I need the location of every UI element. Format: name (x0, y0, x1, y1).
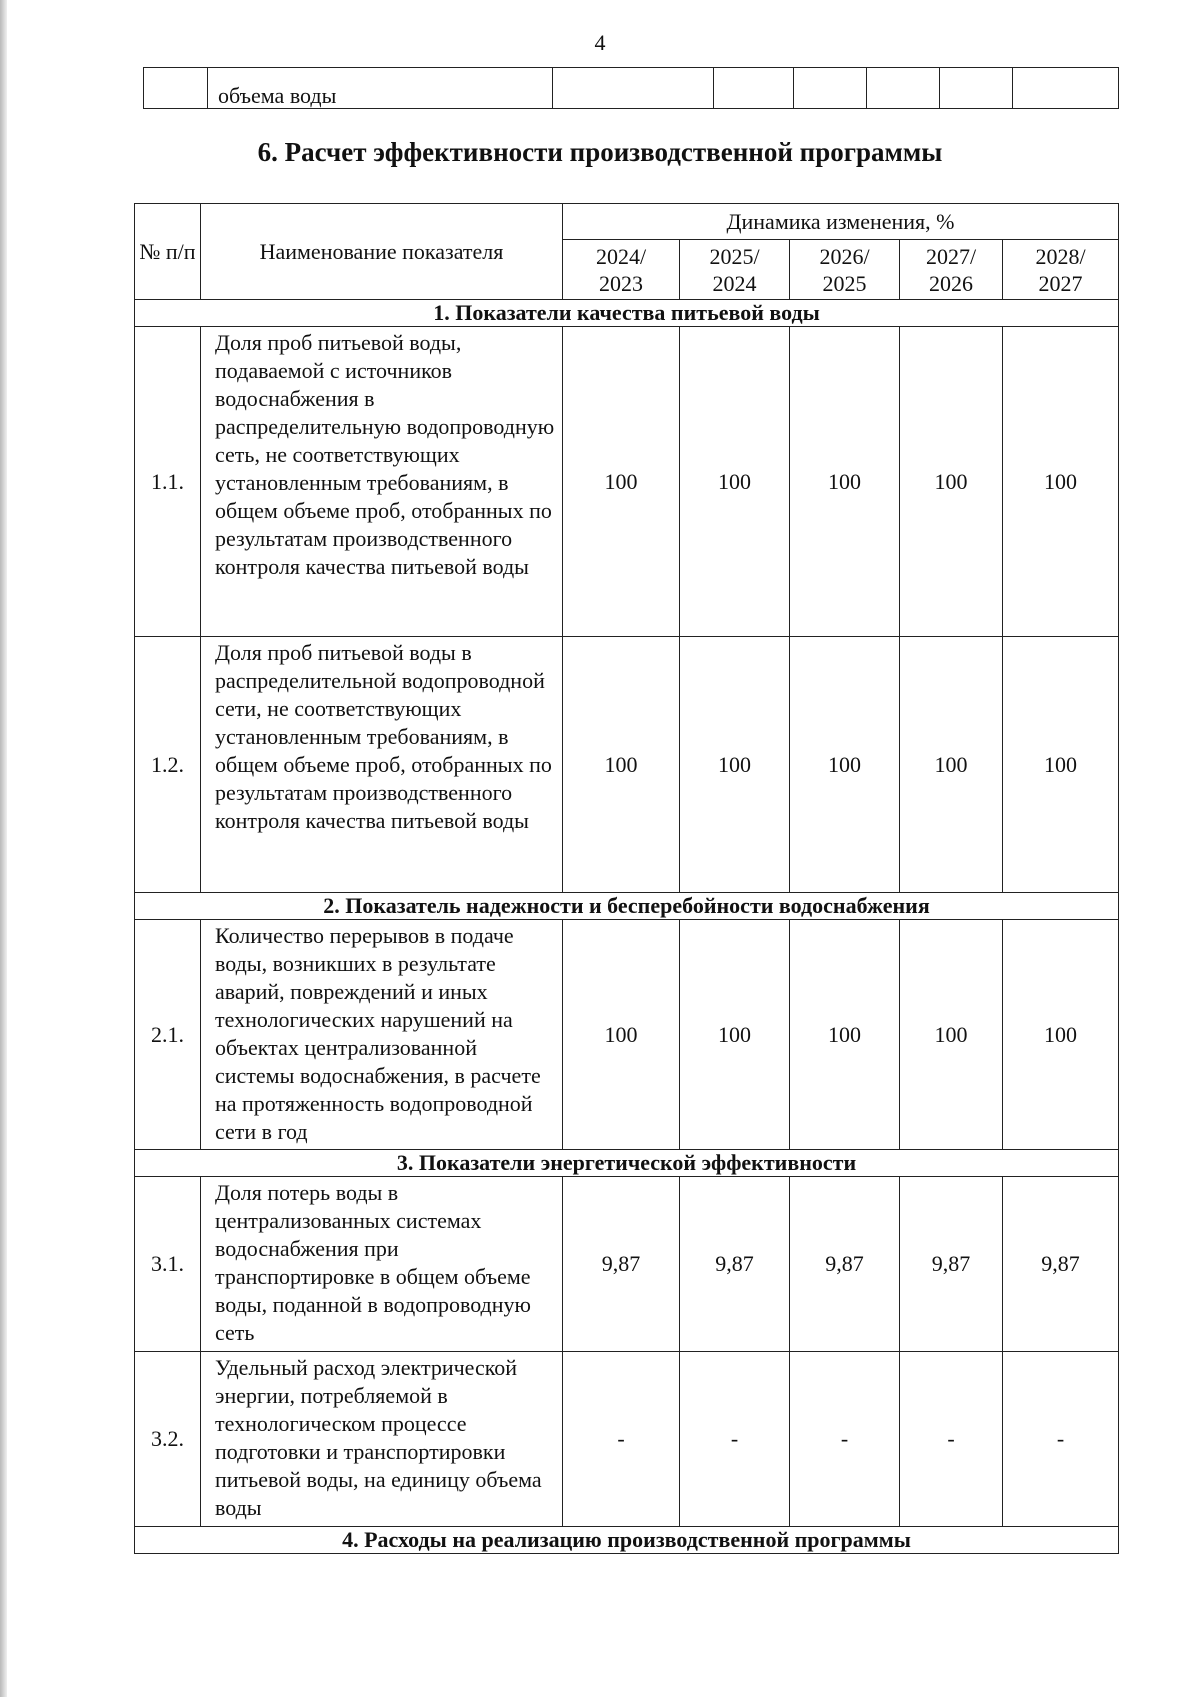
year-top: 2027/ (925, 243, 977, 269)
header-name: Наименование показателя (201, 204, 563, 300)
year-top: 2028/ (1035, 243, 1086, 269)
value-cell: 100 (900, 920, 1003, 1150)
value-cell: 100 (680, 637, 790, 893)
indicator-name: Доля проб питьевой воды, подаваемой с источников водоснабжения в распределительную водопроводную сеть, не соответствующих установленным требованиям, в общем объеме проб, отобранных по результатам производственного контроля качества питьевой воды (201, 327, 563, 637)
value-cell: 100 (790, 637, 900, 893)
value-cell: 100 (1003, 327, 1119, 637)
value-cell: 100 (680, 920, 790, 1150)
row-number: 1.1. (135, 327, 201, 637)
value-cell: 100 (680, 327, 790, 637)
table-row (135, 327, 1119, 637)
header-year (680, 240, 790, 300)
value-cell: 9,87 (1003, 1177, 1119, 1352)
value-cell: 100 (790, 920, 900, 1150)
value-cell: - (563, 1352, 680, 1527)
section-heading: 1. Показатели качества питьевой воды (135, 300, 1119, 327)
row-number: 1.2. (135, 637, 201, 893)
section-row (135, 300, 1119, 327)
indicator-name: Удельный расход электрической энергии, потребляемой в технологическом процессе подготовки и транспортировки питьевой воды, на единицу объема воды (201, 1352, 563, 1527)
value-cell: 9,87 (900, 1177, 1003, 1352)
header-year (1003, 240, 1119, 300)
table-row (135, 1352, 1119, 1527)
year-top: 2025/ (709, 243, 760, 269)
year-bottom: 2025 (822, 270, 867, 296)
value-cell: 100 (790, 327, 900, 637)
empty-cell (940, 68, 1013, 109)
table-row (135, 637, 1119, 893)
section-row (135, 1150, 1119, 1177)
value-cell: 100 (563, 637, 680, 893)
value-cell: 100 (563, 327, 680, 637)
value-cell: - (680, 1352, 790, 1527)
header-year (790, 240, 900, 300)
row-number: 3.2. (135, 1352, 201, 1527)
efficiency-table (134, 203, 1119, 1554)
value-cell: - (790, 1352, 900, 1527)
empty-cell (553, 68, 714, 109)
value-cell: 9,87 (680, 1177, 790, 1352)
year-top: 2024/ (595, 243, 647, 269)
row-number: 3.1. (135, 1177, 201, 1352)
section-heading: 3. Показатели энергетической эффективности (135, 1150, 1119, 1177)
empty-cell (867, 68, 940, 109)
year-bottom: 2027 (1038, 270, 1083, 296)
table-row (135, 920, 1119, 1150)
page-number: 4 (594, 30, 606, 55)
table-row (135, 1177, 1119, 1352)
section-title: 6. Расчет эффективности производственной программы (257, 137, 943, 167)
empty-cell (714, 68, 794, 109)
empty-cell (144, 68, 208, 109)
header-number: № п/п (135, 204, 201, 300)
year-top: 2026/ (819, 243, 870, 269)
value-cell: - (900, 1352, 1003, 1527)
header-year (900, 240, 1003, 300)
previous-table-fragment (143, 67, 1119, 109)
value-cell: 100 (1003, 637, 1119, 893)
indicator-name: Доля проб питьевой воды в распределительной водопроводной сети, не соответствующих установленным требованиям, в общем объеме проб, отобранных по результатам производственного контроля качества питьевой воды (201, 637, 563, 893)
section-heading: 2. Показатель надежности и бесперебойности водоснабжения (135, 893, 1119, 920)
year-bottom: 2024 (712, 270, 757, 296)
header-year (563, 240, 680, 300)
header-dynamics: Динамика изменения, % (563, 204, 1119, 240)
scan-edge (0, 0, 7, 1697)
section-heading: 4. Расходы на реализацию производственной программы (135, 1527, 1119, 1554)
value-cell: 100 (1003, 920, 1119, 1150)
section-row (135, 893, 1119, 920)
value-cell: 100 (900, 327, 1003, 637)
indicator-name: Количество перерывов в подаче воды, возникших в результате аварий, повреждений и иных технологических нарушений на объектах централизованной системы водоснабжения, в расчете на протяженность водопроводной сети в год (201, 920, 563, 1150)
section-row (135, 1527, 1119, 1554)
value-cell: 9,87 (790, 1177, 900, 1352)
row-number: 2.1. (135, 920, 201, 1150)
value-cell: 100 (563, 920, 680, 1150)
value-cell: 9,87 (563, 1177, 680, 1352)
indicator-name: Доля потерь воды в централизованных системах водоснабжения при транспортировке в общем объеме воды, поданной в водопроводную сеть (201, 1177, 563, 1352)
fragment-text-cell: объема воды (208, 68, 553, 109)
year-bottom: 2023 (599, 270, 643, 296)
value-cell: - (1003, 1352, 1119, 1527)
empty-cell (1013, 68, 1119, 109)
value-cell: 100 (900, 637, 1003, 893)
empty-cell (794, 68, 867, 109)
year-bottom: 2026 (929, 270, 973, 296)
